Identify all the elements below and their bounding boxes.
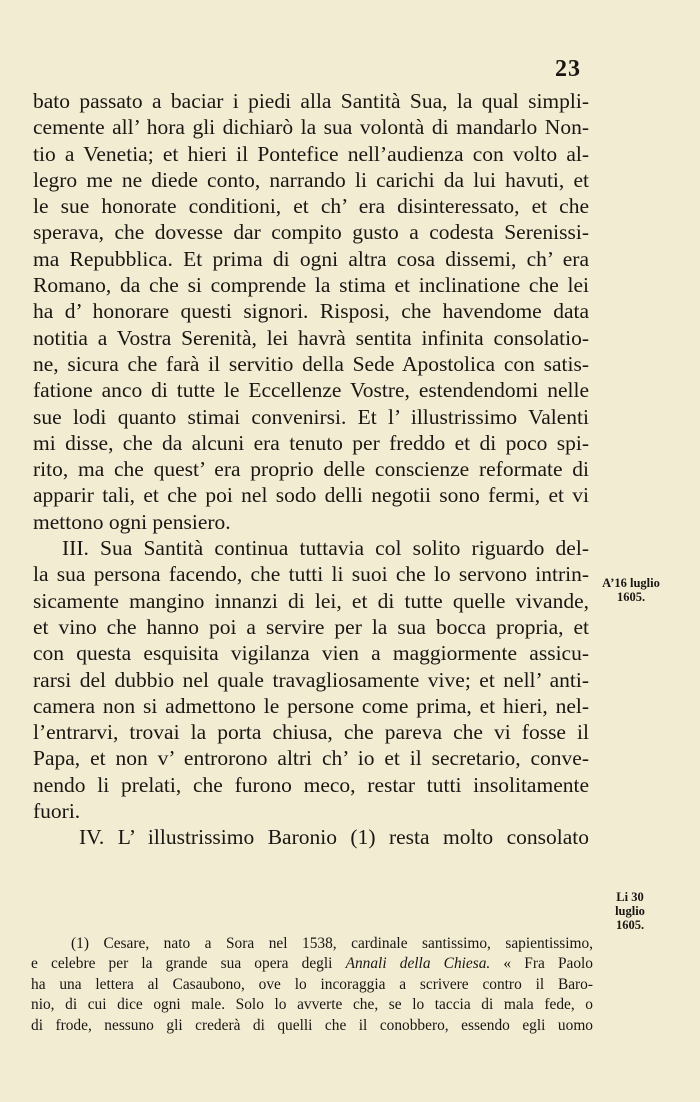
footnote-line: nio, di cui dice ogni male. Solo lo avverte che, se lo taccia di mala fede, o	[31, 996, 593, 1014]
margin-note-line: 1605.	[616, 590, 646, 604]
text-line: legro me ne diede conto, narrando li carichi da lui havuti, et	[33, 167, 589, 192]
text-line: rito, ma che quest’ era proprio delle conscienze reformate di	[33, 457, 589, 482]
footnote-line: di frode, nessuno gli crederà di quelli che il conobbero, essendo egli uomo	[31, 1016, 593, 1034]
text-line: cemente all’ hora gli dichiarò la sua volontà di mandarlo Non-	[33, 115, 589, 140]
text-line: sicamente mangino innanzi di lei, et di tutte quelle vivande,	[33, 588, 589, 613]
footnote-text: « Fra Paolo	[490, 955, 593, 973]
text-line: tio a Venetia; et hieri il Pontefice nell’audienza con volto al-	[33, 141, 589, 166]
text-line: fatione anco di tutte le Eccellenze Vostre, estendendomi nelle	[33, 378, 589, 403]
footnote-line: (1) Cesare, nato a Sora nel 1538, cardinale santissimo, sapientissimo,	[71, 935, 593, 952]
footnote	[31, 934, 593, 1036]
text-line: sue lodi quanto stimai convenirsi. Et l’ illustrissimo Valenti	[33, 404, 589, 429]
text-line: Romano, da che si comprende la stima et inclinatione che lei	[33, 273, 589, 298]
book-title: Annali della Chiesa.	[345, 955, 491, 973]
text-line: mi disse, che da alcuni era tenuto per freddo et di poco spi-	[33, 430, 589, 455]
margin-note-date	[600, 890, 660, 932]
text-line: con questa esquisita vigilanza vien a maggiormente assicu-	[33, 641, 589, 666]
text-line: Papa, et non v’ entrorono altri ch’ io et il secretario, conve-	[33, 746, 589, 771]
text-line: ha d’ honorare questi signori. Risposi, che havendome data	[33, 299, 589, 324]
text-line: et vino che hanno poi a servire per la sua bocca propria, et	[33, 614, 589, 639]
margin-note-line: Li 30	[616, 890, 644, 904]
text-line: mettono ogni pensiero.	[33, 509, 231, 534]
paragraph-3-start: III. Sua Santità continua tuttavia col solito riguardo del-	[62, 536, 589, 561]
footnote-line	[31, 954, 593, 974]
body-text	[33, 88, 589, 851]
text-line: camera non si admettono le persone come prima, et hieri, nel-	[33, 693, 589, 718]
margin-note-line: 1605.	[615, 918, 645, 932]
text-line: la sua persona facendo, che tutti li suoi che lo servono intrin-	[33, 562, 589, 587]
text-line: nendo li prelati, che furono meco, restar tutti insolitamente	[33, 772, 589, 797]
text-line: apparir tali, et che poi nel sodo delli negotii sono fermi, et vi	[33, 483, 589, 508]
text-line: ne, sicura che farà il servitio della Sede Apostolica con satis-	[33, 351, 589, 376]
paragraph-4-start: IV. L’ illustrissimo Baronio (1) resta molto consolato	[79, 825, 589, 850]
footnote-line: ha una lettera al Casaubono, ove lo incoraggia a scrivere contro il Baro-	[31, 975, 593, 993]
margin-note-date	[596, 576, 666, 604]
text-line: fuori.	[33, 799, 81, 824]
text-line: rarsi del dubbio nel quale travagliosamente vive; et nell’ anti-	[33, 667, 589, 692]
text-line: notitia a Vostra Serenità, lei havrà sentita infinita consolatio-	[33, 325, 589, 350]
text-line: le sue honorate conditioni, et ch’ era disinteressato, et che	[33, 194, 589, 219]
margin-note-line: luglio	[615, 904, 645, 918]
text-line: l’entrarvi, trovai la porta chiusa, che pareva che vi fosse il	[33, 720, 589, 745]
text-line: bato passato a baciar i piedi alla Santità Sua, la qual simpli-	[33, 89, 589, 113]
text-line: sperava, che dovesse dar compito gusto a codesta Serenissi-	[33, 220, 589, 245]
margin-note-line: A’16 luglio	[602, 576, 660, 590]
text-line: ma Repubblica. Et prima di ogni altra cosa dissemi, ch’ era	[33, 246, 589, 271]
footnote-text: e celebre per la grande sua opera degli	[31, 955, 346, 973]
page-number: 23	[555, 56, 581, 82]
